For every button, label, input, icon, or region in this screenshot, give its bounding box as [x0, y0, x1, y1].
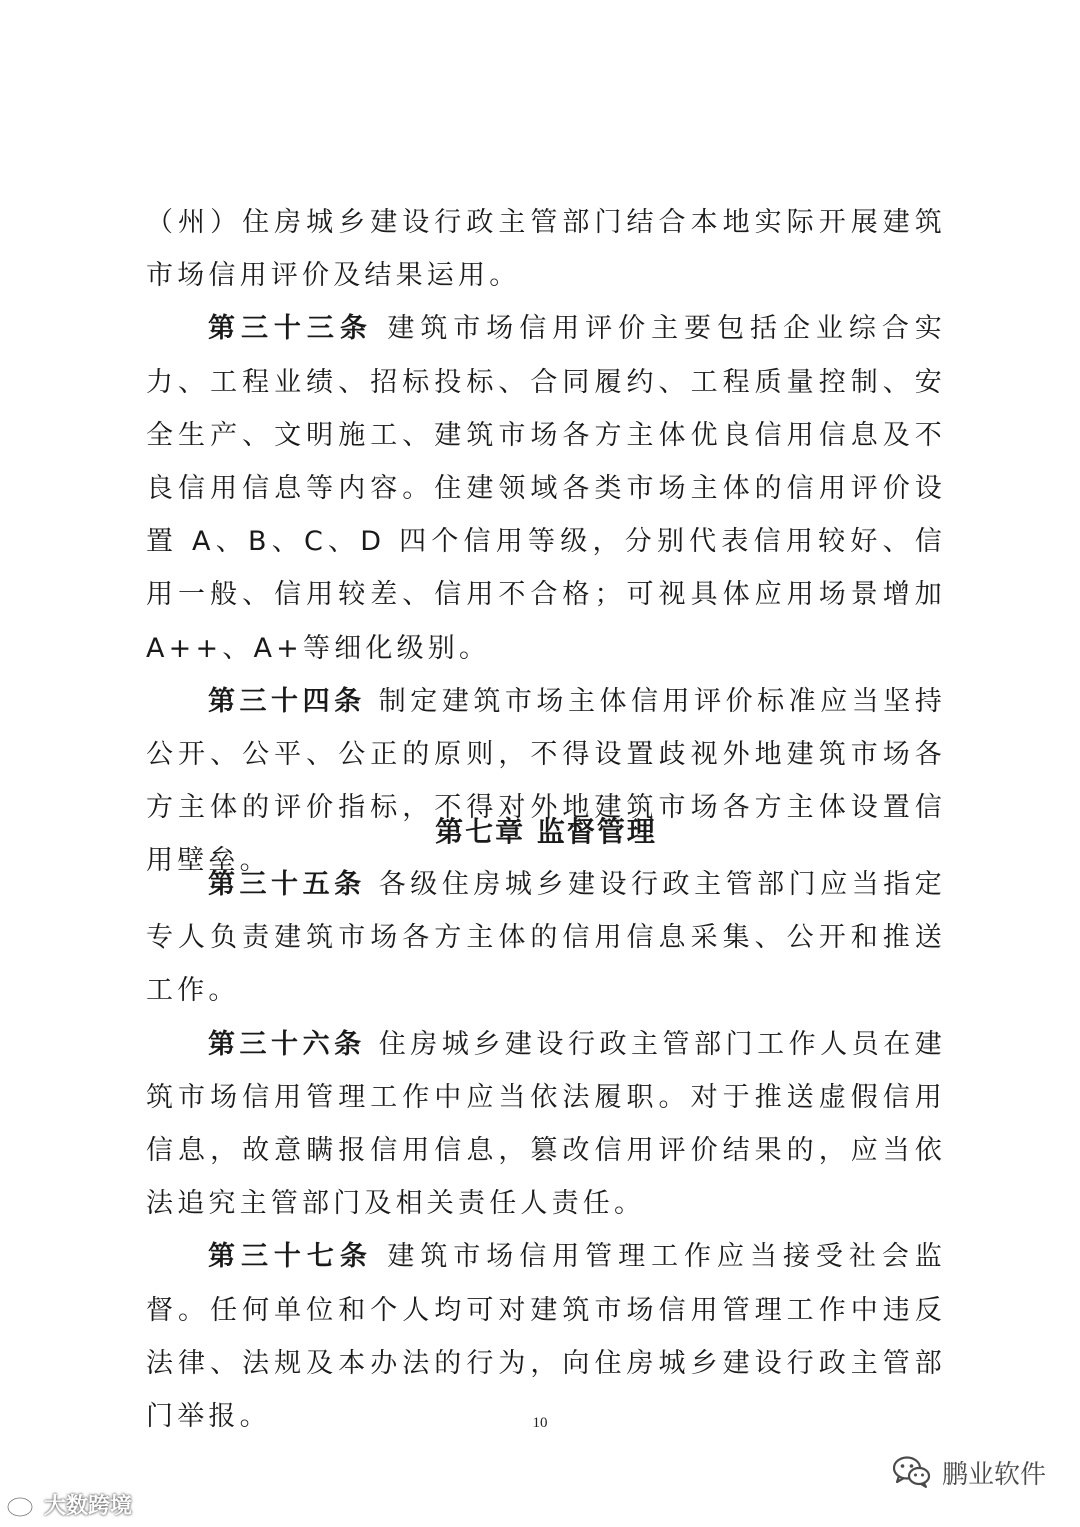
article-35 [146, 858, 946, 1018]
article-36 [146, 1018, 946, 1231]
article-number: 第三十三条 [208, 313, 373, 345]
article-text: 制定建筑市场主体信用评价标准应当坚持公开、公平、公正的原则，不得设置歧视外地建筑市场各方主体的评价指标，不得对外地建筑市场各方主体设置信用壁垒。 [146, 685, 946, 877]
article-33 [146, 302, 946, 674]
paragraph-continued [146, 196, 946, 302]
chapter-heading: 第七章 监督管理 [435, 815, 657, 848]
watermark-right-text: 鹏业软件 [941, 1459, 1046, 1490]
section-credit-evaluation [146, 196, 946, 888]
article-text: 住房城乡建设行政主管部门工作人员在建筑市场信用管理工作中应当依法履职。对于推送虚假信用信息，故意瞒报信用信息，篡改信用评价结果的，应当依法追究主管部门及相关责任人责任。 [146, 1028, 946, 1220]
wechat-logo-icon [892, 1455, 932, 1489]
article-37 [146, 1230, 946, 1443]
page-number: 10 [532, 1415, 548, 1431]
watermark-left [6, 1488, 132, 1520]
watermark-right [892, 1450, 1046, 1494]
watermark-left-text: 大数跨境 [44, 1493, 133, 1519]
article-text: 各级住房城乡建设行政主管部门应当指定专人负责建筑市场各方主体的信用信息采集、公开和推送工作。 [146, 869, 946, 1007]
article-text: 建筑市场信用管理工作应当接受社会监督。任何单位和个人均可对建筑市场信用管理工作中违反法律、法规及本办法的行为，向住房城乡建设行政主管部门举报。 [146, 1241, 947, 1433]
article-number: 第三十四条 [208, 685, 366, 717]
section-supervision [146, 858, 946, 1443]
article-number: 第三十六条 [208, 1028, 366, 1060]
article-number: 第三十七条 [208, 1241, 373, 1273]
paragraph-text: （州）住房城乡建设行政主管部门结合本地实际开展建筑市场信用评价及结果运用。 [146, 207, 946, 292]
weibo-logo-icon [6, 1490, 40, 1518]
article-text: 建筑市场信用评价主要包括企业综合实力、工程业绩、招标投标、合同履约、工程质量控制、安全生产、文明施工、建筑市场各方主体优良信用信息及不良信用信息等内容。住建领域各类市场主体的信用评价设置 A、B、C、D 四个信用等级，分别代表信用较好、信用一般、信用较差、信用不合格；可视具体应用场景增加 A++、A+等细化级别。 [146, 313, 947, 664]
article-number: 第三十五条 [208, 869, 366, 900]
